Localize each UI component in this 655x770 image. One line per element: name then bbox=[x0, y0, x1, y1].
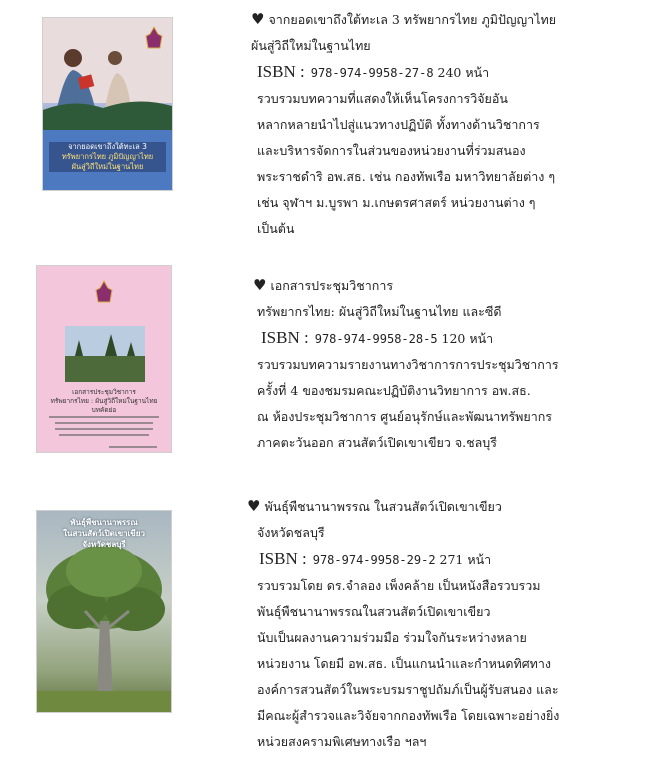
isbn-number: 978-974-9958-27-8 bbox=[310, 66, 434, 80]
entry-1-title-line bbox=[251, 6, 646, 33]
book-cover-3[interactable] bbox=[37, 511, 171, 712]
page-count: 120 หน้า bbox=[441, 331, 494, 346]
cover-2-line: เอกสารประชุมวิชาการ bbox=[72, 388, 136, 396]
book-entry-2 bbox=[253, 272, 648, 456]
entry-2-title-line bbox=[253, 272, 648, 299]
isbn-number: 978-974-9958-28-5 bbox=[314, 332, 438, 346]
entry-desc-line: รวบรวมบทความรายงานทางวิชาการการประชุมวิชาการ bbox=[257, 357, 559, 372]
cover-3-line: พันธุ์พืชนานาพรรณ bbox=[70, 518, 138, 527]
entry-3-isbn-line bbox=[247, 546, 647, 573]
book-cover-2[interactable] bbox=[37, 266, 171, 452]
cover-1-line: ทรัพยากรไทย ภูมิปัญญาไทย bbox=[61, 152, 154, 161]
cover-3-title bbox=[41, 517, 167, 550]
isbn-label: ISBN : bbox=[257, 62, 305, 81]
isbn-label: ISBN : bbox=[261, 328, 309, 347]
entry-desc-line: มีคณะผู้สำรวจและวิจัยจากกองทัพเรือ โดยเฉพาะอย่างยิ่ง bbox=[257, 708, 560, 723]
heart-icon: ♥ bbox=[251, 10, 265, 28]
cover-2-line: บทคัดย่อ bbox=[91, 406, 117, 414]
cover-1-line: ผันสู่วิถีใหม่ในฐานไทย bbox=[71, 162, 144, 171]
entry-desc-line: นับเป็นผลงานความร่วมมือ ร่วมใจกันระหว่างหลาย bbox=[257, 630, 527, 645]
entry-3-title: พันธุ์พืชนานาพรรณ ในสวนสัตว์เปิดเขาเขียว bbox=[264, 499, 502, 514]
entry-2-title-cont: ทรัพยากรไทย: ผันสู่วิถีใหม่ในฐานไทย และซีดี bbox=[257, 304, 502, 319]
heart-icon: ♥ bbox=[247, 497, 261, 515]
book-entry-3 bbox=[247, 493, 647, 755]
entry-desc-line: พันธุ์พืชนานาพรรณในสวนสัตว์เปิดเขาเขียว bbox=[257, 604, 491, 619]
entry-2-title: เอกสารประชุมวิชาการ bbox=[270, 278, 394, 293]
entry-desc-line: รวบรวมบทความที่แสดงให้เห็นโครงการวิจัยอัน bbox=[257, 91, 508, 106]
entry-desc-line: ครั้งที่ 4 ของชมรมคณะปฏิบัติงานวิทยาการ อพ.สธ. bbox=[257, 383, 531, 398]
entry-3-title-cont: จังหวัดชลบุรี bbox=[257, 525, 325, 540]
heart-icon: ♥ bbox=[253, 276, 267, 294]
cover-1-line: จากยอดเขาถึงใต้ทะเล 3 bbox=[68, 142, 147, 151]
entry-desc-line: หน่วยสงครามพิเศษทางเรือ ฯลฯ bbox=[257, 734, 427, 749]
cover-2-fine-print bbox=[49, 416, 159, 452]
cover-2-line: ทรัพยากรไทย : ผันสู่วิถีใหม่ในฐานไทย bbox=[50, 397, 158, 405]
page-count: 240 หน้า bbox=[437, 65, 490, 80]
entry-desc-line: และบริหารจัดการในส่วนของหน่วยงานที่ร่วมสนอง bbox=[257, 143, 526, 158]
cover-2-photo bbox=[65, 326, 145, 382]
royal-emblem-icon bbox=[95, 280, 113, 304]
page-count: 271 หน้า bbox=[439, 552, 492, 567]
entry-2-isbn-line bbox=[253, 325, 648, 352]
book-entry-1 bbox=[251, 6, 646, 242]
entry-desc-line: ภาคตะวันออก สวนสัตว์เปิดเขาเขียว จ.ชลบุรี bbox=[257, 435, 497, 450]
isbn-number: 978-974-9958-29-2 bbox=[312, 553, 436, 567]
entry-desc-line: องค์การสวนสัตว์ในพระบรมราชูปถัมภ์เป็นผู้รับสนอง และ bbox=[257, 682, 559, 697]
entry-desc-line: ณ ห้องประชุมวิชาการ ศูนย์อนุรักษ์และพัฒนาทรัพยากร bbox=[257, 409, 553, 424]
entry-desc-line: พระราชดำริ อพ.สธ. เช่น กองทัพเรือ มหาวิทยาลัยต่าง ๆ bbox=[257, 169, 556, 184]
entry-desc-line: เป็นต้น bbox=[257, 221, 295, 236]
entry-1-title: จากยอดเขาถึงใต้ทะเล 3 ทรัพยากรไทย ภูมิปัญญาไทย bbox=[268, 12, 557, 27]
entry-desc-line: รวบรวมโดย ดร.จำลอง เพ็งคล้าย เป็นหนังสือรวบรวม bbox=[257, 578, 541, 593]
book-cover-1[interactable] bbox=[43, 18, 172, 190]
entry-desc-line: หลากหลายนำไปสู่แนวทางปฏิบัติ ทั้งทางด้านวิชาการ bbox=[257, 117, 540, 132]
entry-1-title-cont: ผันสู่วิถีใหม่ในฐานไทย bbox=[251, 38, 371, 53]
cover-1-title bbox=[49, 142, 166, 172]
entry-1-isbn-line bbox=[251, 59, 646, 86]
entry-desc-line: เช่น จุฬาฯ ม.บูรพา ม.เกษตรศาสตร์ หน่วยงานต่าง ๆ bbox=[257, 195, 536, 210]
royal-emblem-icon bbox=[145, 26, 163, 50]
cover-2-title bbox=[41, 388, 167, 415]
cover-3-line: ในสวนสัตว์เปิดเขาเขียว bbox=[63, 529, 145, 538]
entry-desc-line: หน่วยงาน โดยมี อพ.สธ. เป็นแกนนำและกำหนดทิศทาง bbox=[257, 656, 552, 671]
isbn-label: ISBN : bbox=[259, 549, 307, 568]
cover-3-line: จังหวัดชลบุรี bbox=[82, 540, 126, 549]
entry-3-title-line bbox=[247, 493, 647, 520]
